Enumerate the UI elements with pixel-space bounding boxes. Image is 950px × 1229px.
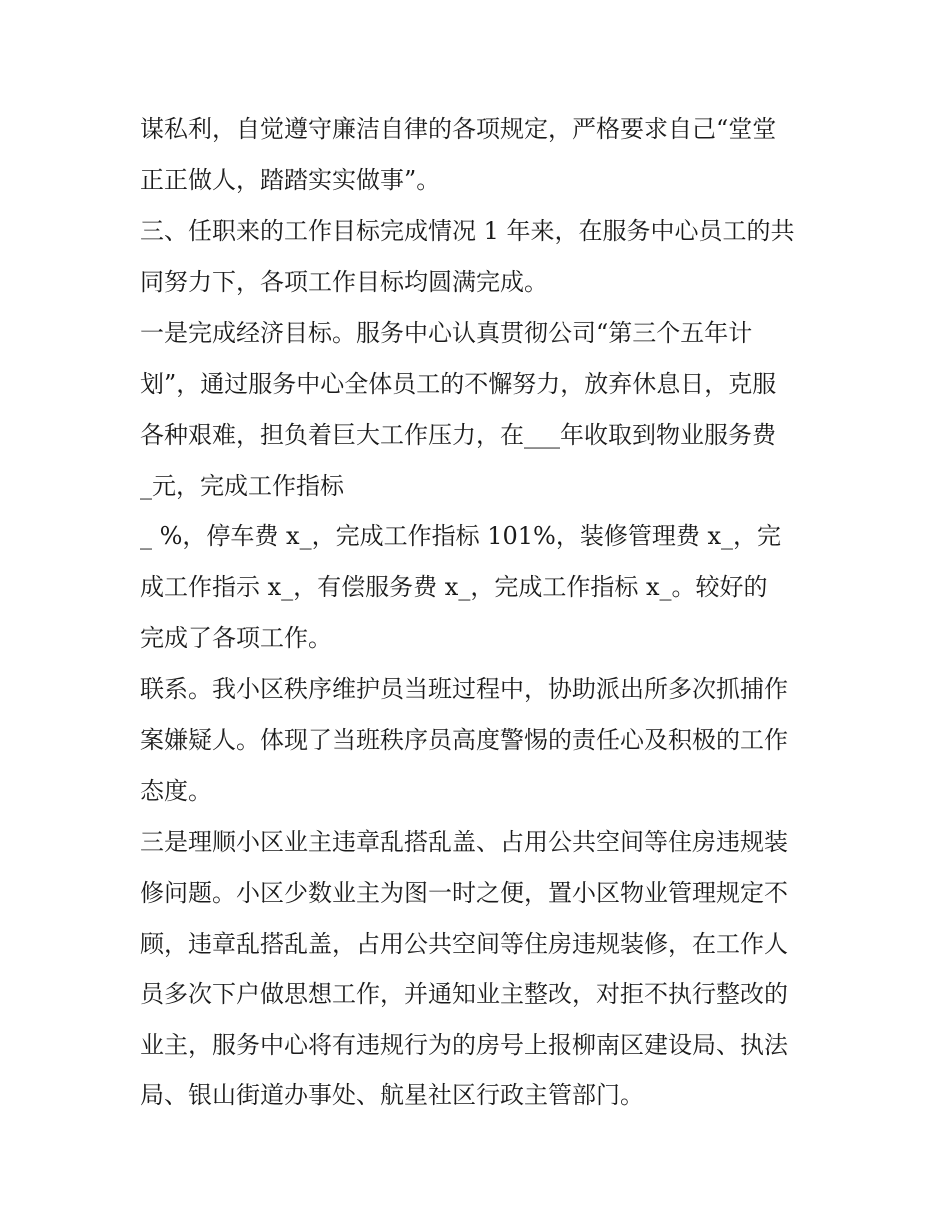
text-line: 同努力下，各项工作目标均圆满完成。 <box>140 268 548 296</box>
text-line: 完成了各项工作。 <box>140 624 332 652</box>
text-line: 三、任职来的工作目标完成情况 1 年来，在服务中心员工的共 <box>140 217 795 245</box>
text-line: 各种艰难，担负着巨大工作压力，在___年收取到物业服务费 <box>140 421 776 449</box>
text-line: 修问题。小区少数业主为图一时之便，置小区物业管理规定不 <box>140 879 788 907</box>
text-line: 顾，违章乱搭乱盖，占用公共空间等住房违规装修，在工作人 <box>140 930 788 958</box>
text-line: 业主，服务中心将有违规行为的房号上报柳南区建设局、执法 <box>140 1031 788 1059</box>
text-line: 局、银山街道办事处、航星社区行政主管部门。 <box>140 1081 644 1109</box>
text-line: _ %，停车费 x_，完成工作指标 101%，装修管理费 x_，完 <box>140 522 782 550</box>
text-line: 成工作指示 x_，有偿服务费 x_，完成工作指标 x_。较好的 <box>140 573 768 601</box>
text-line: 员多次下户做思想工作，并通知业主整改，对拒不执行整改的 <box>140 980 788 1008</box>
text-line: _元，完成工作指标 <box>140 472 344 500</box>
text-line: 正正做人，踏踏实实做事”。 <box>140 166 441 194</box>
text-line: 案嫌疑人。体现了当班秩序员高度警惕的责任心及积极的工作 <box>140 726 788 754</box>
text-line: 谋私利，自觉遵守廉洁自律的各项规定，严格要求自己“堂堂 <box>140 115 777 143</box>
text-line: 态度。 <box>140 777 212 805</box>
text-line: 一是完成经济目标。服务中心认真贯彻公司“第三个五年计 <box>140 319 753 347</box>
text-line: 联系。我小区秩序维护员当班过程中，协助派出所多次抓捕作 <box>140 675 788 703</box>
text-line: 三是理顺小区业主违章乱搭乱盖、占用公共空间等住房违规装 <box>140 828 788 856</box>
text-line: 划”，通过服务中心全体员工的不懈努力，放弃休息日，克服 <box>140 370 777 398</box>
